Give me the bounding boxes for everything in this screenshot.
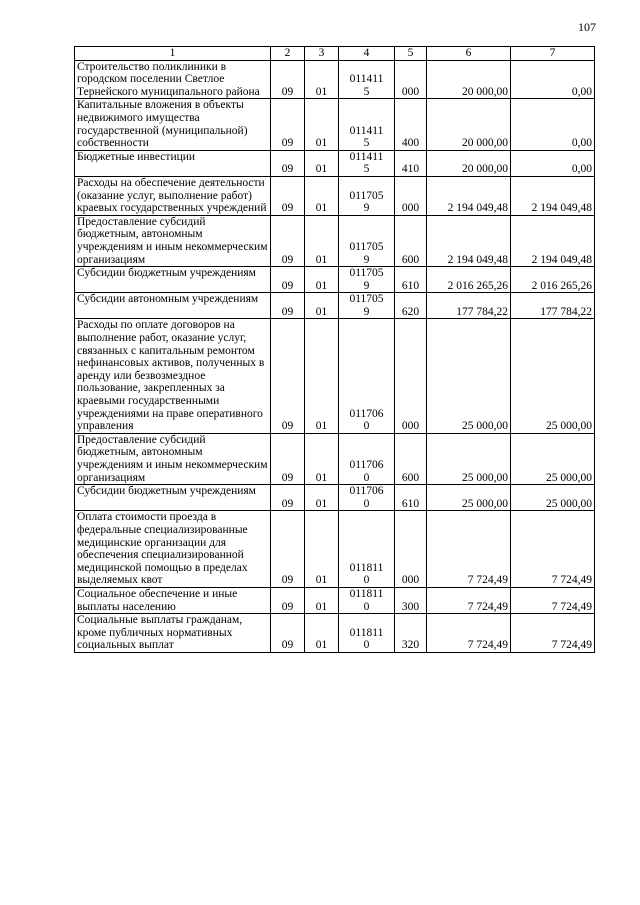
table-row bbox=[75, 485, 595, 511]
amount-year-1: 25 000,00 bbox=[427, 433, 511, 484]
expense-type-code: 000 bbox=[395, 176, 427, 215]
amount-year-1: 177 784,22 bbox=[427, 293, 511, 319]
subsection-code: 01 bbox=[305, 614, 339, 653]
subsection-code: 01 bbox=[305, 319, 339, 433]
target-item-code: 011706 0 bbox=[339, 433, 395, 484]
amount-year-2: 7 724,49 bbox=[511, 614, 595, 653]
amount-year-2: 7 724,49 bbox=[511, 587, 595, 613]
amount-year-1: 2 194 049,48 bbox=[427, 215, 511, 266]
table-row bbox=[75, 215, 595, 266]
table-row bbox=[75, 319, 595, 433]
subsection-code: 01 bbox=[305, 176, 339, 215]
expense-type-code: 610 bbox=[395, 485, 427, 511]
table-row bbox=[75, 150, 595, 176]
amount-year-1: 20 000,00 bbox=[427, 99, 511, 150]
amount-year-1: 7 724,49 bbox=[427, 614, 511, 653]
target-item-code: 011811 0 bbox=[339, 587, 395, 613]
amount-year-1: 2 016 265,26 bbox=[427, 267, 511, 293]
amount-year-2: 2 194 049,48 bbox=[511, 176, 595, 215]
amount-year-1: 7 724,49 bbox=[427, 511, 511, 588]
page-number: 107 bbox=[578, 20, 596, 34]
section-code: 09 bbox=[271, 99, 305, 150]
column-header: 7 bbox=[511, 47, 595, 61]
amount-year-1: 2 194 049,48 bbox=[427, 176, 511, 215]
item-name: Бюджетные инвестиции bbox=[75, 150, 271, 176]
item-name: Субсидии бюджетным учреждениям bbox=[75, 267, 271, 293]
section-code: 09 bbox=[271, 176, 305, 215]
item-name: Субсидии бюджетным учреждениям bbox=[75, 485, 271, 511]
expense-type-code: 400 bbox=[395, 99, 427, 150]
expense-type-code: 000 bbox=[395, 60, 427, 99]
item-name: Социальные выплаты гражданам, кроме публичных нормативных социальных выплат bbox=[75, 614, 271, 653]
table-row bbox=[75, 614, 595, 653]
table-row bbox=[75, 587, 595, 613]
section-code: 09 bbox=[271, 150, 305, 176]
amount-year-2: 25 000,00 bbox=[511, 485, 595, 511]
item-name: Расходы на обеспечение деятельности (оказание услуг, выполнение работ) краевых государственных учреждений bbox=[75, 176, 271, 215]
section-code: 09 bbox=[271, 587, 305, 613]
table-row bbox=[75, 267, 595, 293]
column-header: 3 bbox=[305, 47, 339, 61]
section-code: 09 bbox=[271, 319, 305, 433]
amount-year-2: 0,00 bbox=[511, 99, 595, 150]
subsection-code: 01 bbox=[305, 267, 339, 293]
amount-year-2: 7 724,49 bbox=[511, 511, 595, 588]
budget-table bbox=[74, 46, 595, 653]
section-code: 09 bbox=[271, 485, 305, 511]
amount-year-2: 25 000,00 bbox=[511, 319, 595, 433]
amount-year-2: 25 000,00 bbox=[511, 433, 595, 484]
table-header-row bbox=[75, 47, 595, 61]
target-item-code: 011705 9 bbox=[339, 267, 395, 293]
target-item-code: 011705 9 bbox=[339, 176, 395, 215]
subsection-code: 01 bbox=[305, 150, 339, 176]
section-code: 09 bbox=[271, 60, 305, 99]
table-row bbox=[75, 99, 595, 150]
expense-type-code: 410 bbox=[395, 150, 427, 176]
expense-type-code: 000 bbox=[395, 511, 427, 588]
expense-type-code: 300 bbox=[395, 587, 427, 613]
expense-type-code: 620 bbox=[395, 293, 427, 319]
column-header: 6 bbox=[427, 47, 511, 61]
subsection-code: 01 bbox=[305, 587, 339, 613]
item-name: Капитальные вложения в объекты недвижимого имущества государственной (муниципальной) собственности bbox=[75, 99, 271, 150]
expense-type-code: 000 bbox=[395, 319, 427, 433]
item-name: Расходы по оплате договоров на выполнение работ, оказание услуг, связанных с капитальным ремонтом нефинансовых активов, полученных в аренду или безвозмездное пользование, закрепленных за краевыми государственными учреждениями на праве оперативного управления bbox=[75, 319, 271, 433]
item-name: Социальное обеспечение и иные выплаты населению bbox=[75, 587, 271, 613]
subsection-code: 01 bbox=[305, 215, 339, 266]
target-item-code: 011706 0 bbox=[339, 319, 395, 433]
section-code: 09 bbox=[271, 433, 305, 484]
item-name: Оплата стоимости проезда в федеральные специализированные медицинские организации для обеспечения специализированной медицинской помощью в пределах выделяемых квот bbox=[75, 511, 271, 588]
section-code: 09 bbox=[271, 511, 305, 588]
amount-year-1: 7 724,49 bbox=[427, 587, 511, 613]
expense-type-code: 600 bbox=[395, 433, 427, 484]
amount-year-1: 20 000,00 bbox=[427, 60, 511, 99]
item-name: Субсидии автономным учреждениям bbox=[75, 293, 271, 319]
table-row bbox=[75, 511, 595, 588]
subsection-code: 01 bbox=[305, 293, 339, 319]
item-name: Строительство поликлиники в городском поселении Светлое Тернейского муниципального района bbox=[75, 60, 271, 99]
expense-type-code: 600 bbox=[395, 215, 427, 266]
item-name: Предоставление субсидий бюджетным, автономным учреждениям и иным некоммерческим организациям bbox=[75, 215, 271, 266]
target-item-code: 011411 5 bbox=[339, 150, 395, 176]
amount-year-1: 25 000,00 bbox=[427, 319, 511, 433]
column-header: 4 bbox=[339, 47, 395, 61]
section-code: 09 bbox=[271, 293, 305, 319]
target-item-code: 011705 9 bbox=[339, 293, 395, 319]
amount-year-1: 25 000,00 bbox=[427, 485, 511, 511]
expense-type-code: 610 bbox=[395, 267, 427, 293]
column-header: 2 bbox=[271, 47, 305, 61]
subsection-code: 01 bbox=[305, 60, 339, 99]
table-row bbox=[75, 60, 595, 99]
table-row bbox=[75, 433, 595, 484]
amount-year-2: 177 784,22 bbox=[511, 293, 595, 319]
amount-year-2: 2 016 265,26 bbox=[511, 267, 595, 293]
subsection-code: 01 bbox=[305, 99, 339, 150]
target-item-code: 011705 9 bbox=[339, 215, 395, 266]
section-code: 09 bbox=[271, 614, 305, 653]
target-item-code: 011706 0 bbox=[339, 485, 395, 511]
subsection-code: 01 bbox=[305, 485, 339, 511]
expense-type-code: 320 bbox=[395, 614, 427, 653]
target-item-code: 011811 0 bbox=[339, 511, 395, 588]
item-name: Предоставление субсидий бюджетным, автономным учреждениям и иным некоммерческим организациям bbox=[75, 433, 271, 484]
target-item-code: 011411 5 bbox=[339, 99, 395, 150]
section-code: 09 bbox=[271, 215, 305, 266]
target-item-code: 011411 5 bbox=[339, 60, 395, 99]
subsection-code: 01 bbox=[305, 433, 339, 484]
table-row bbox=[75, 293, 595, 319]
amount-year-2: 0,00 bbox=[511, 150, 595, 176]
column-header: 5 bbox=[395, 47, 427, 61]
amount-year-2: 0,00 bbox=[511, 60, 595, 99]
section-code: 09 bbox=[271, 267, 305, 293]
target-item-code: 011811 0 bbox=[339, 614, 395, 653]
table-row bbox=[75, 176, 595, 215]
subsection-code: 01 bbox=[305, 511, 339, 588]
column-header: 1 bbox=[75, 47, 271, 61]
amount-year-2: 2 194 049,48 bbox=[511, 215, 595, 266]
amount-year-1: 20 000,00 bbox=[427, 150, 511, 176]
